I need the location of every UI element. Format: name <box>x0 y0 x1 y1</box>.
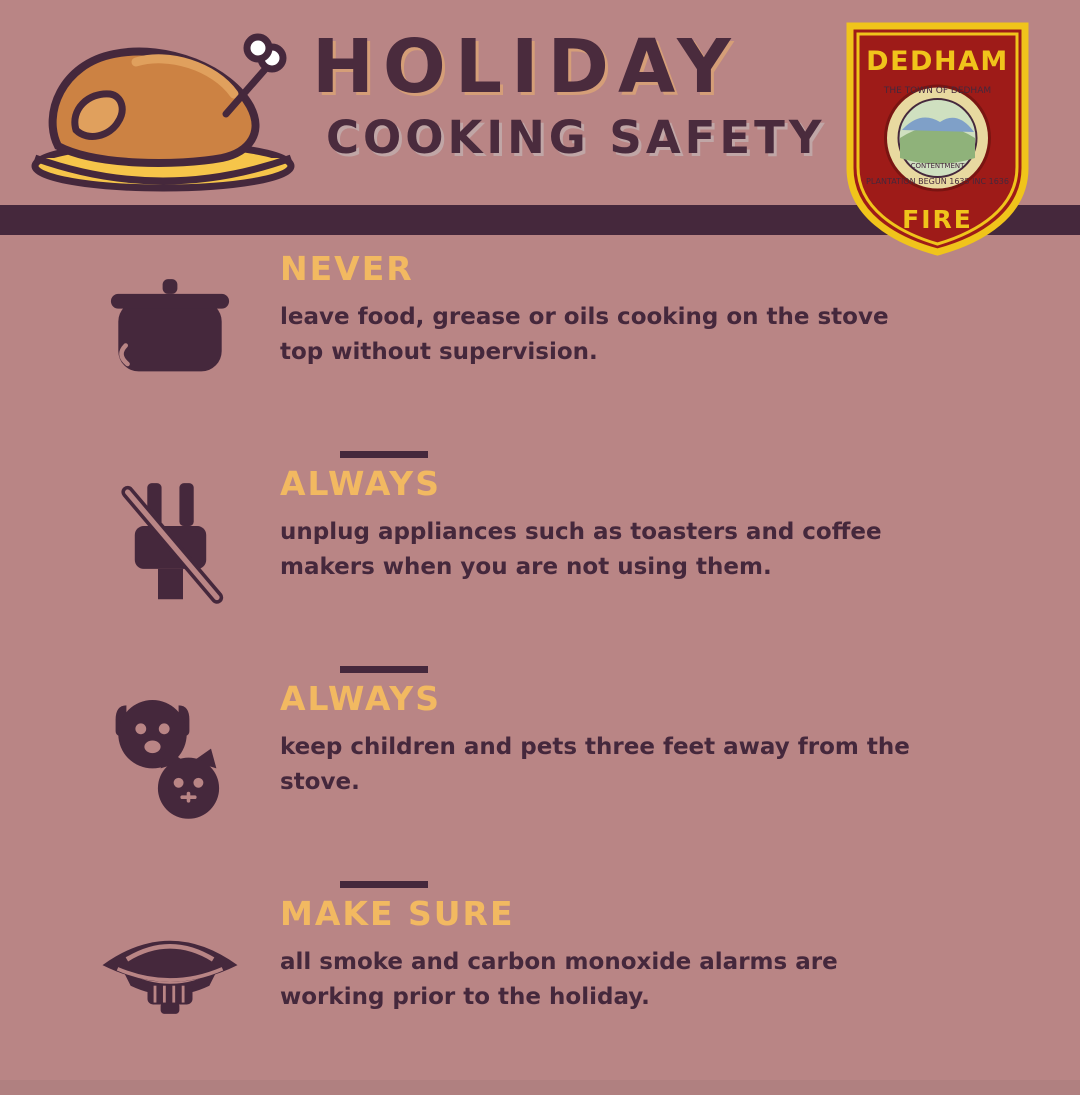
dedham-fire-department-patch <box>840 18 1035 258</box>
tip-row <box>0 450 1080 665</box>
page-subtitle: COOKING SAFETY <box>326 111 826 164</box>
roast-turkey-icon <box>18 18 308 193</box>
tip-row <box>0 235 1080 450</box>
patch-ring-text-top: THE TOWN OF DEDHAM <box>883 86 992 96</box>
tip-text: keep children and pets three feet away from the stove. <box>280 734 910 795</box>
tip-body <box>250 665 1020 800</box>
tip-heading: NEVER <box>280 249 414 288</box>
tip-heading: ALWAYS <box>280 464 441 503</box>
tips-list <box>0 235 1080 1095</box>
tip-heading: ALWAYS <box>280 679 441 718</box>
patch-center-text: CONTENTMENT <box>910 162 965 170</box>
page-title: HOLIDAY <box>312 24 740 110</box>
unplug-plug-icon <box>90 458 250 628</box>
title-block <box>312 26 832 164</box>
tip-body <box>250 880 1020 1015</box>
dog-and-cat-icon <box>90 673 250 843</box>
tip-text: unplug appliances such as toasters and coffee makers when you are not using them. <box>280 519 882 580</box>
tip-text: leave food, grease or oils cooking on the stove top without supervision. <box>280 304 889 365</box>
tip-text: all smoke and carbon monoxide alarms are working prior to the holiday. <box>280 949 838 1010</box>
smoke-alarm-icon <box>90 888 250 1058</box>
patch-bottom-text: FIRE <box>902 205 973 234</box>
patch-ring-text-bottom: PLANTATION BEGUN 1635 INC 1636 <box>866 177 1009 186</box>
cooking-pot-icon <box>90 243 250 413</box>
tip-row <box>0 880 1080 1095</box>
tip-body <box>250 450 1020 585</box>
patch-top-text: DEDHAM <box>866 46 1009 77</box>
tip-row <box>0 665 1080 880</box>
tip-heading: MAKE SURE <box>280 894 515 933</box>
